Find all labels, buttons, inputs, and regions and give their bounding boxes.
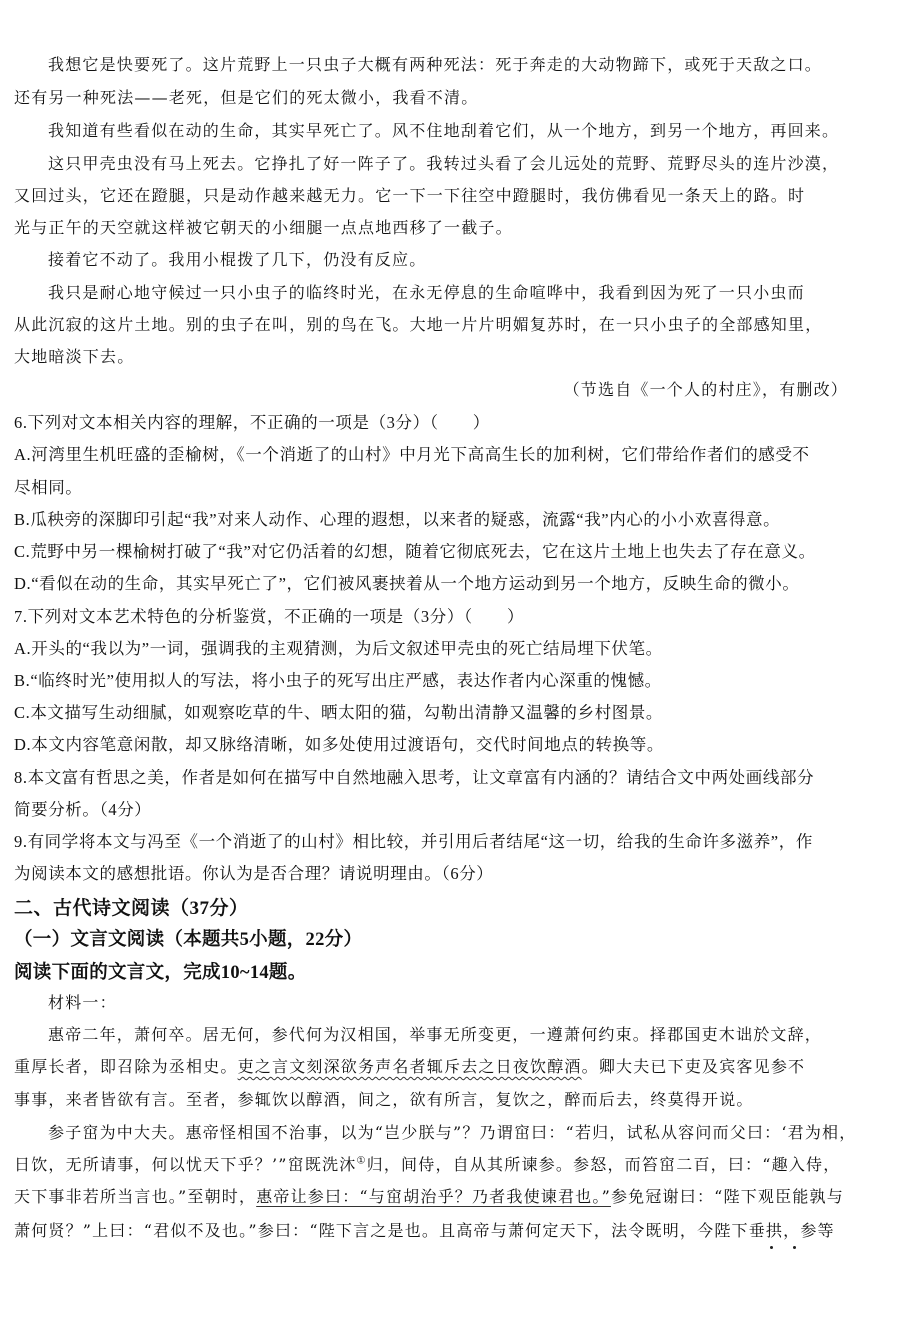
passage-line: 我只是耐心地守候过一只小虫子的临终时光，在永无停息的生命喧哗中，我看到因为死了一只小虫而: [48, 283, 805, 302]
material-label: 材料一：: [48, 993, 117, 1012]
question-6-stem: 6.下列对文本相关内容的理解，不正确的一项是（3分）（ ）: [14, 413, 490, 432]
classical-text: 归，间侍，自从其所谏参。参怒，而笞窋二百，曰：“趣入侍，: [366, 1155, 841, 1174]
question-6-option-b: B.瓜秧旁的深脚印引起“我”对来人动作、心理的遐想，以来者的疑惑，流露“我”内心的小小欢喜得意。: [14, 510, 781, 529]
question-7-stem: 7.下列对文本艺术特色的分析鉴赏，不正确的一项是（3分）（ ）: [14, 607, 525, 626]
passage-line: 我想它是快要死了。这片荒野上一只虫子大概有两种死法：死于奔走的大动物蹄下，或死于天敌之口。: [48, 55, 823, 74]
footnote-marker: ①: [356, 1155, 367, 1167]
wavy-underlined-sentence: 吏之言文刻深欲务声名者辄斥去之日夜饮醇酒: [237, 1057, 582, 1076]
classical-text: 。卿大夫已下吏及宾客见参不: [581, 1057, 806, 1076]
reading-instruction: 阅读下面的文言文，完成10~14题。: [14, 963, 307, 983]
classical-line: 事事，来者皆欲有言。至者，参辄饮以醇酒，间之，欲有所言，复饮之，醉而后去，终莫得开说。: [14, 1090, 754, 1109]
question-8-stem-cont: 简要分析。（4分）: [14, 800, 152, 819]
question-8-stem: 8.本文富有哲思之美，作者是如何在描写中自然地融入思考，让文章富有内涵的？请结合文中两处画线部分: [14, 768, 815, 787]
question-7-option-c: C.本文描写生动细腻，如观察吃草的牛、晒太阳的猫，勾勒出清静又温馨的乡村图景。: [14, 703, 664, 722]
classical-text: 天下事非若所当言也。”至朝时，: [14, 1187, 257, 1206]
question-7-option-a: A.开头的“我以为”一词，强调我的主观猜测，为后文叙述甲壳虫的死亡结局埋下伏笔。: [14, 639, 663, 658]
question-6-option-d: D.“看似在动的生命，其实早死亡了”，它们被风裹挟着从一个地方运动到另一个地方，反映生命的微小。: [14, 574, 800, 593]
passage-line: 光与正午的天空就这样被它朝天的小细腿一点点地西移了一截子。: [14, 218, 513, 237]
underlined-sentence: 惠帝让参曰：“与窋胡治乎？乃者我使谏君也。”: [256, 1187, 611, 1206]
passage-line: 接着它不动了。我用小棍拨了几下，仍没有反应。: [48, 250, 427, 269]
passage-line: 还有另一种死法——老死，但是它们的死太微小，我看不清。: [14, 88, 479, 107]
passage-line: 从此沉寂的这片土地。别的虫子在叫，别的鸟在飞。大地一片片明媚复苏时，在一只小虫子的全部感知里，: [14, 315, 823, 334]
passage-line: 我知道有些看似在动的生命，其实早死亡了。风不住地刮着它们，从一个地方，到另一个地方，再回来。: [48, 121, 840, 140]
passage-source: （节选自《一个人的村庄》，有删改）: [563, 380, 848, 399]
question-9-stem-cont: 为阅读本文的感想批语。你认为是否合理？请说明理由。（6分）: [14, 864, 494, 883]
passage-line: 这只甲壳虫没有马上死去。它挣扎了好一阵子了。我转过头看了会儿远处的荒野、荒野尽头的连片沙漠，: [48, 154, 840, 173]
question-9-stem: 9.有同学将本文与冯至《一个消逝了的山村》相比较，并引用后者结尾“这一切，给我的生命许多滋养”，作: [14, 832, 813, 851]
classical-line: 惠帝二年，萧何卒。居无何，参代何为汉相国，举事无所变更，一遵萧何约束。择郡国吏木诎於文辞，: [48, 1025, 823, 1044]
passage-line: 又回过头，它还在蹬腿，只是动作越来越无力。它一下一下往空中蹬腿时，我仿佛看见一条天上的路。时: [14, 186, 806, 205]
classical-text: 日饮，无所请事，何以忧天下乎？’”窋既洗沐: [14, 1155, 357, 1174]
emphasis-dot: [770, 1246, 773, 1249]
question-6-option-c: C.荒野中另一棵榆树打破了“我”对它仍活着的幻想，随着它彻底死去，它在这片土地上也失去了存在意义。: [14, 542, 816, 561]
classical-line: 参子窋为中大夫。惠帝怪相国不治事，以为“岂少朕与”？乃谓窋曰：“若归，试私从容问而父曰：‘君为相，: [48, 1123, 857, 1142]
classical-line: [14, 1184, 844, 1207]
classical-line: [14, 1054, 805, 1077]
passage-line: 大地暗淡下去。: [14, 347, 135, 366]
classical-line: 萧何贤？”上曰：“君似不及也。”参曰：“陛下言之是也。且高帝与萧何定天下，法令既明，今陛下垂拱，参等: [14, 1221, 835, 1240]
emphasis-dot: [793, 1246, 796, 1249]
section-heading: 二、古代诗文阅读（37分）: [14, 898, 249, 919]
question-6-option-a: A.河湾里生机旺盛的歪榆树，《一个消逝了的山村》中月光下高高生长的加利树，它们带给作者们的感受不: [14, 445, 810, 464]
classical-line: [14, 1152, 840, 1175]
question-7-option-d: D.本文内容笔意闲散，却又脉络清晰，如多处使用过渡语句，交代时间地点的转换等。: [14, 735, 664, 754]
subsection-heading: （一）文言文阅读（本题共5小题，22分）: [14, 930, 363, 950]
question-7-option-b: B.“临终时光”使用拟人的写法，将小虫子的死写出庄严感，表达作者内心深重的愧憾。: [14, 671, 662, 690]
question-6-option-a-cont: 尽相同。: [14, 478, 83, 497]
classical-text: 重厚长者，即召除为丞相史。: [14, 1057, 238, 1076]
classical-text: 参免冠谢曰：“陛下观臣能孰与: [610, 1187, 844, 1206]
